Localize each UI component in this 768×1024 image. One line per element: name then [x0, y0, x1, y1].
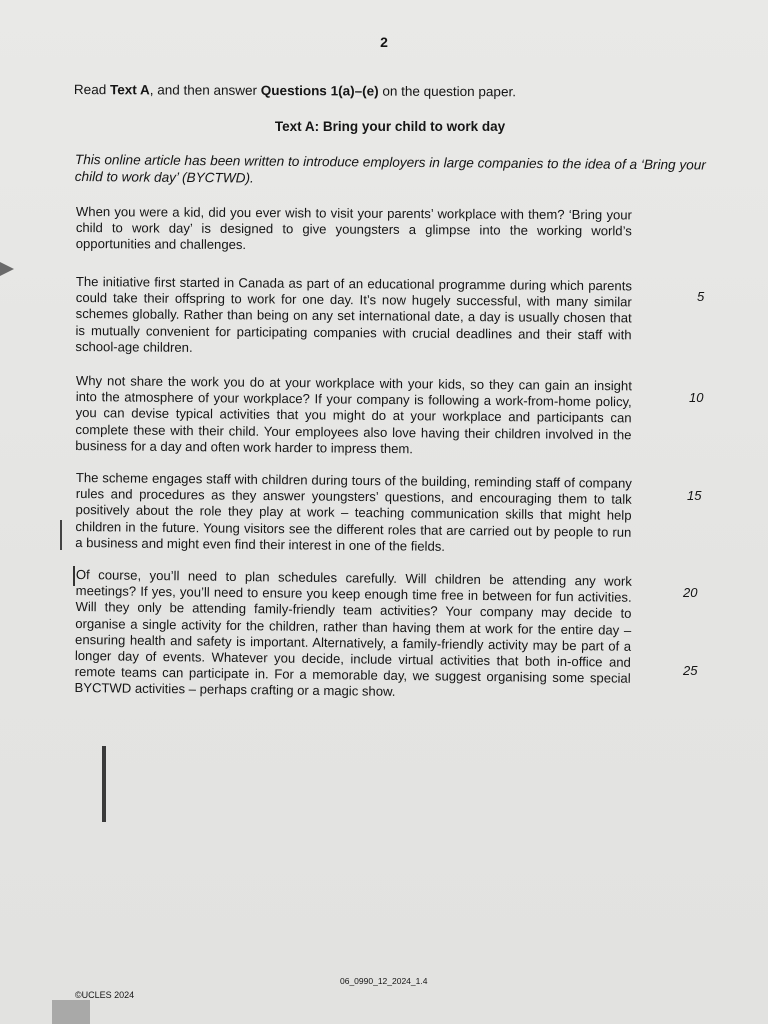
- article-paragraph-1: When you were a kid, did you ever wish to visit your parents’ workplace with them? ‘Bring your child to work day’ is designed to give youngsters a glimpse into the working world’s opportunities and challenges.: [75, 204, 632, 253]
- line-number-20: 20: [683, 585, 698, 600]
- text-title: Text A: Bring your child to work day: [274, 119, 506, 134]
- line-number-5: 5: [697, 289, 705, 304]
- instruction-middle: , and then answer: [149, 82, 261, 98]
- instruction-questions-ref: Questions 1(a)–(e): [260, 82, 379, 99]
- scan-artifact-bar: [102, 746, 106, 822]
- footer-document-code: 06_0990_12_2024_1.4: [340, 976, 428, 986]
- instruction-suffix: on the question paper.: [378, 83, 517, 100]
- line-number-10: 10: [689, 390, 704, 405]
- footer-copyright: ©UCLES 2024: [75, 990, 135, 1000]
- instruction-line: [74, 82, 516, 99]
- article-paragraph-4: The scheme engages staff with children during tours of the building, reminding staff of company rules and procedures as they answer youngsters’ questions, and encouraging them to talk positively about the role they play at work – teaching communication skills that might help children in the future. Young visitors see the different roles that are carried out by people to run a business and might even find their interest in one of the fields.: [75, 470, 632, 554]
- scan-artifact-bracket-2: [73, 566, 75, 586]
- article-paragraph-3: Why not share the work you do at your workplace with your kids, so they can gain an insight into the atmosphere of your workplace? If your company is following a work-from-home policy, you can devise typical activities that you might do at your workplace and participants can complete these with their child. Your employees also love having their children involved in the business for a day and often work harder to impress them.: [75, 373, 632, 457]
- intro-paragraph: This online article has been written to introduce employers in large companies to the idea of a ‘Bring your child to work day’ (BYCTWD).: [74, 151, 706, 186]
- scan-artifact-left-edge: [0, 262, 14, 276]
- line-number-25: 25: [683, 663, 698, 678]
- scan-artifact-corner: [52, 1000, 90, 1024]
- instruction-text-ref: Text A: [109, 82, 150, 98]
- scan-artifact-bracket-1: [60, 520, 62, 550]
- article-paragraph-2: The initiative first started in Canada as part of an educational programme during which parents could take their offspring to work for one day. It’s now hugely successful, with many similar schemes globally. Rather than being on any set international date, a day is usually chosen that is mutually convenient for participating companies with crucial deadlines and their staff with school-age children.: [75, 274, 632, 355]
- instruction-prefix: Read: [73, 82, 111, 98]
- article-paragraph-5: Of course, you’ll need to plan schedules carefully. Will children be attending any work meetings? If yes, you’ll need to ensure you keep enough time free in between for fun activities. Will they only be attending family-friendly team activities? Your company may decide to organise a single activity for the children, rather than having them at work for the entire day – ensuring health and safety is important. Alternatively, a family-friendly activity may be part of a longer day of events. Whatever you decide, include virtual activities that both in-office and remote teams can participate in. For a memorable day, we suggest organising some special BYCTWD activities – perhaps crafting or a magic show.: [74, 567, 632, 700]
- line-number-15: 15: [687, 488, 702, 503]
- page-number: 2: [380, 34, 388, 50]
